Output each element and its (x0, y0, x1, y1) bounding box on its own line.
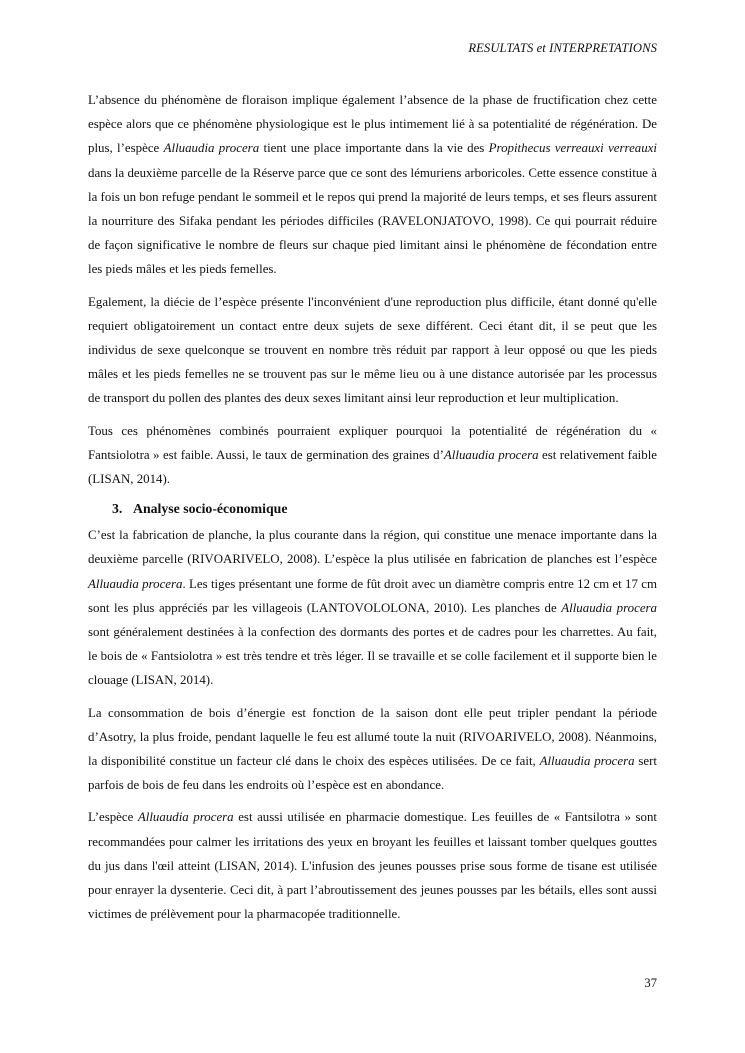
text-span: tient une place importante dans la vie des (259, 141, 489, 156)
paragraph-bois-energie (88, 701, 657, 798)
species-name: Alluaudia procera (561, 600, 657, 615)
paragraph-planche (88, 523, 657, 692)
section-heading (112, 497, 657, 521)
text-span: sert parfois de bois de feu dans les endroits où l’espèce est en abondance. (88, 754, 657, 793)
text-span: Tous ces phénomènes combinés pourraient expliquer pourquoi la potentialité de régénération du « Fantsiolotra » est faible. Aussi, le taux de germination des graines d’ (88, 423, 657, 462)
species-name: Alluaudia procera (539, 754, 635, 769)
paragraph-floraison (88, 88, 657, 282)
species-name: Alluaudia procera (137, 810, 234, 825)
running-header: RESULTATS et INTERPRETATIONS (468, 41, 657, 55)
document-body (88, 88, 657, 935)
text-span: dans la deuxième parcelle de la Réserve parce que ce sont des lémuriens arboricoles. Cette essence constitue à la fois un bon refuge pendant le sommeil et le repos qui prend la majorité de leurs temps, et ses fleurs assurent la nourriture des Sifaka pendant les périodes difficiles (RAVELONJATOVO, 1998). Ce qui pourrait réduire de façon significative le nombre de fleurs sur chaque pied limitant ainsi le phénomène de fécondation entre les pieds mâles et les pieds femelles. (88, 165, 657, 277)
species-name: Alluaudia procera (443, 447, 539, 462)
paragraph-pharmacie (88, 805, 657, 926)
paragraph-phenomenes (88, 419, 657, 492)
paragraph-diecie (88, 290, 657, 411)
species-name: Alluaudia procera (88, 576, 183, 591)
text-span: est relativement faible (LISAN, 2014). (88, 447, 657, 487)
text-span: L’espèce (88, 810, 138, 825)
species-name: Alluaudia procera (163, 141, 260, 156)
text-span: est aussi utilisée en pharmacie domestique. Les feuilles de « Fantsilotra » sont recommandées pour calmer les irritations des yeux en broyant les feuilles et laissant tomber quelques gouttes du jus dans l'œil atteint (LISAN, 2014). L'infusion des jeunes pousses prise sous forme de tisane est utilisée pour enrayer la dysenterie. Ceci dit, à part l’abroutissement des jeunes pousses par les bétails, elles sont aussi victimes de prélèvement pour la pharmacopée traditionnelle. (88, 810, 657, 922)
text-span: La consommation de bois d’énergie est fonction de la saison dont elle peut tripler pendant la période d’Asotry, la plus froide, pendant laquelle le feu est allumé toute la nuit (RIVOARIVELO, 2008). Néanmoins, la disponibilité constitue un facteur clé dans le choix des espèces utilisées. De ce fait, (88, 705, 657, 769)
text-span: . Les tiges présentant une forme de fût droit avec un diamètre compris entre 12 cm et 17 cm sont les plus appréciés par les villageois (LANTOVOLOLONA, 2010). Les planches de (88, 576, 657, 615)
text-span: Egalement, la diécie de l’espèce présente l'inconvénient d'une reproduction plus difficile, étant donné qu'elle requiert obligatoirement un contact entre deux sujets de sexe différent. Ceci étant dit, il se peut que les individus de sexe quelconque se trouvent en nombre très réduit par rapport à leur opposé ou que les pieds mâles et les pieds femelles ne se trouvent pas sur le même lieu ou à une distance autorisée par les processus de transport du pollen des plantes des deux sexes limitant ainsi leur reproduction et leur multiplication. (88, 294, 657, 406)
section-title: Analyse socio-économique (133, 501, 288, 517)
species-name: Propithecus verreauxi verreauxi (488, 141, 657, 156)
text-span: C’est la fabrication de planche, la plus courante dans la région, qui constitue une menace importante dans la deuxième parcelle (RIVOARIVELO, 2008). L’espèce la plus utilisée en fabrication de planches est l’espèce (88, 528, 657, 567)
page-number: 37 (644, 976, 657, 990)
text-span: L’absence du phénomène de floraison implique également l’absence de la phase de fructification chez cette espèce alors que ce phénomène physiologique est le plus intimement lié à sa potentialité de régénération. De plus, l’espèce (88, 93, 657, 156)
section-number: 3. (112, 501, 123, 517)
text-span: sont généralement destinées à la confection des dormants des portes et de cadres pour les charrettes. Au fait, le bois de « Fantsiolotra » est très tendre et très léger. Il se travaille et se colle facilement et il supporte bien le clouage (LISAN, 2014). (88, 625, 657, 688)
